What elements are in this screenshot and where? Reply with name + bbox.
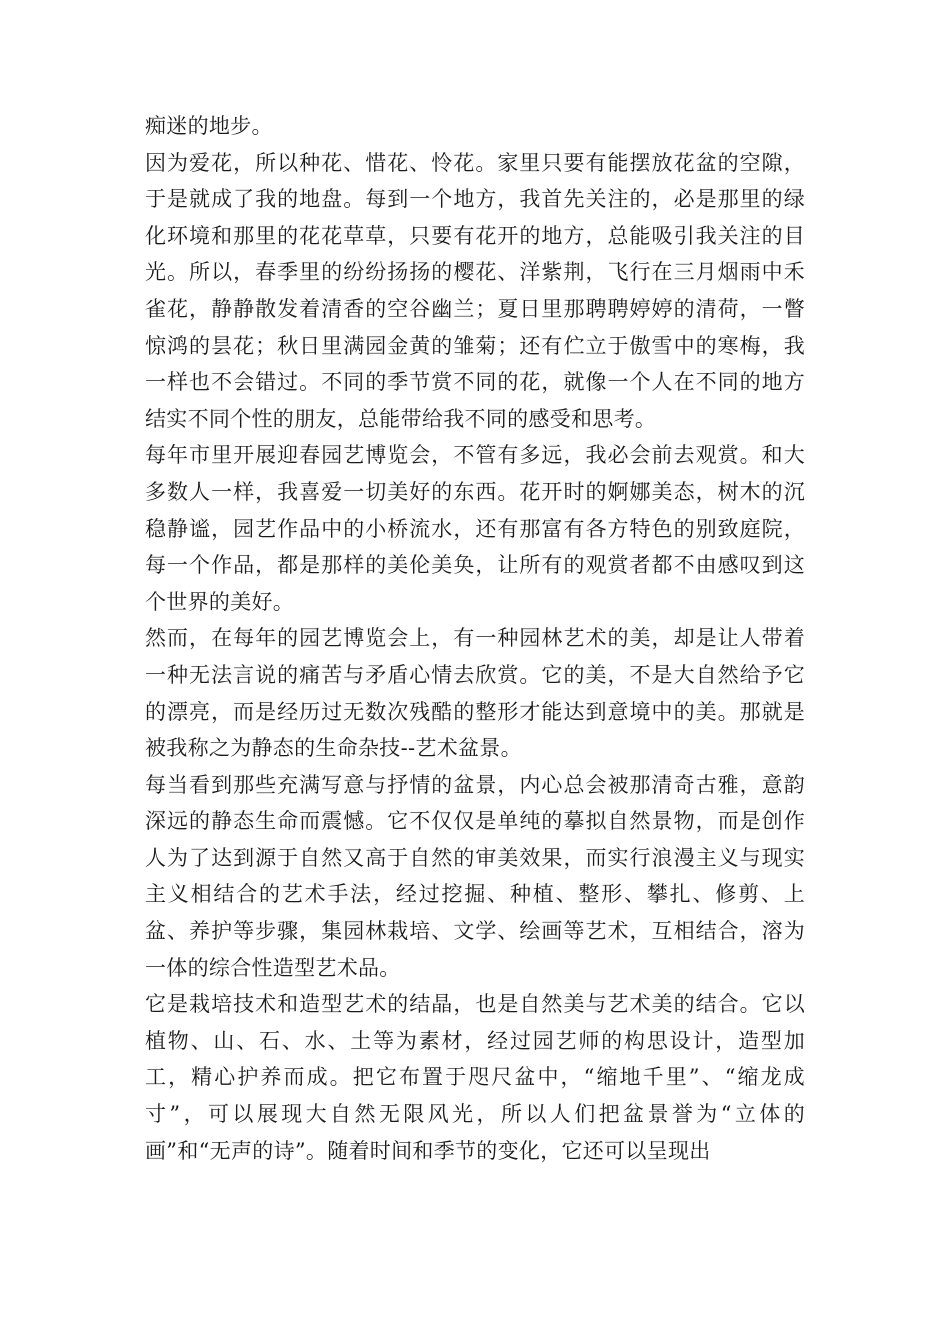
paragraph: 然而，在每年的园艺博览会上，有一种园林艺术的美，却是让人带着一种无法言说的痛苦与矛盾心情去欣赏。它的美，不是大自然给予它的漂亮，而是经历过无数次残酷的整形才能达到意境中的美。那就是被我称之为静态的生命杂技--艺术盆景。: [145, 626, 805, 761]
paragraph: 每当看到那些充满写意与抒情的盆景，内心总会被那清奇古雅，意韵深远的静态生命而震憾。它不仅仅是单纯的摹拟自然景物，而是创作人为了达到源于自然又高于自然的审美效果，而实行浪漫主义与现实主义相结合的艺术手法，经过挖掘、种植、整形、攀扎、修剪、上盆、养护等步骤，集园林栽培、文学、绘画等艺术，互相结合，溶为一体的综合性造型艺术品。: [145, 772, 805, 980]
paragraph: 痴迷的地步。: [145, 114, 273, 138]
paragraph: 它是栽培技术和造型艺术的结晶，也是自然美与艺术美的结合。它以植物、山、石、水、土等为素材，经过园艺师的构思设计，造型加工，精心护养而成。把它布置于咫尺盆中，“缩地千里”、“缩龙成寸”，可以展现大自然无限风光，所以人们把盆景誉为“立体的画”和“无声的诗”。随着时间和季节的变化，它还可以呈现出: [145, 992, 805, 1163]
paragraph: 因为爱花，所以种花、惜花、怜花。家里只要有能摆放花盆的空隙，于是就成了我的地盘。每到一个地方，我首先关注的，必是那里的绿化环境和那里的花花草草，只要有花开的地方，总能吸引我关注的目光。所以，春季里的纷纷扬扬的樱花、洋紫荆，飞行在三月烟雨中禾雀花，静静散发着清香的空谷幽兰；夏日里那聘聘婷婷的清荷，一瞥惊鸿的昙花；秋日里满园金黄的雏菊；还有伫立于傲雪中的寒梅，我一样也不会错过。不同的季节赏不同的花，就像一个人在不同的地方结实不同个性的朋友，总能带给我不同的感受和思考。: [145, 150, 805, 431]
document-body: [145, 108, 805, 1169]
paragraph: 每年市里开展迎春园艺博览会，不管有多远，我必会前去观赏。和大多数人一样，我喜爱一切美好的东西。花开时的婀娜美态，树木的沉稳静谧，园艺作品中的小桥流水，还有那富有各方特色的别致庭院，每一个作品，都是那样的美伦美奂，让所有的观赏者都不由感叹到这个世界的美好。: [145, 443, 805, 614]
